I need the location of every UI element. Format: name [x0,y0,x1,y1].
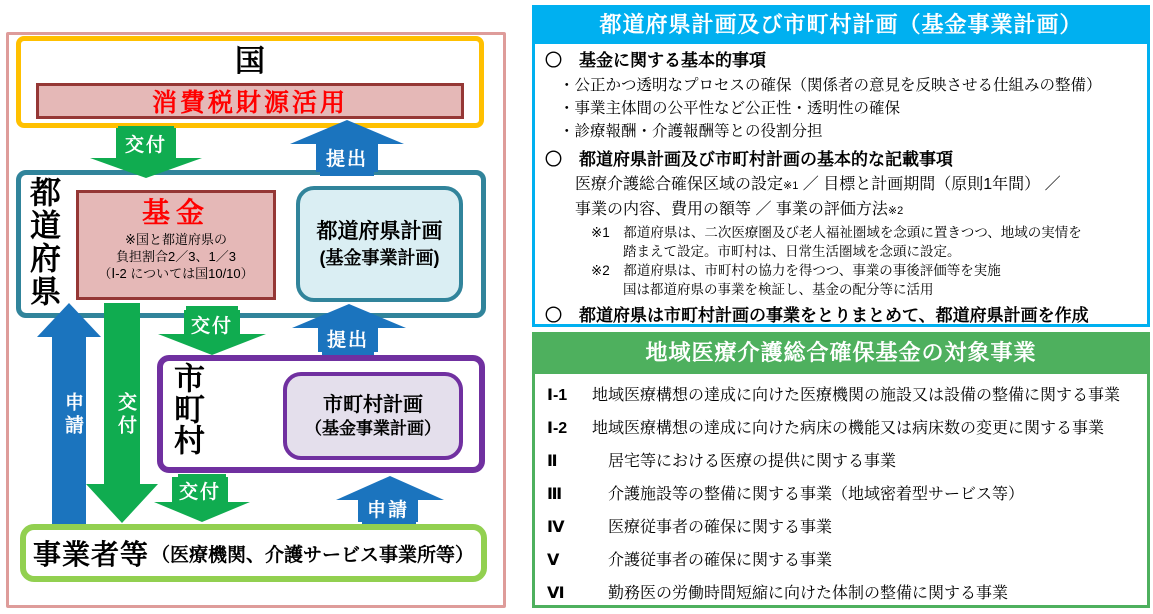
arrow-head-down-icon [154,502,250,522]
arrow-label: 交付 [115,392,136,438]
plans-section2-title: 〇 都道府県計画及び市町村計画の基本的な記載事項 [545,150,953,169]
municipality-label: 市町村 [169,362,204,455]
project-row [547,518,1137,538]
records-text: 事業の内容、費用の額等 ／ 事業の評価方法 [575,201,888,218]
projects-panel [532,332,1150,608]
project-number: Ⅳ [547,519,565,536]
plans-bullet: ・診療報酬・介護報酬等との役割分担 [559,123,823,140]
prefecture-plan-title: 都道府県計画 [316,220,443,243]
projects-panel-header: 地域医療介護総合確保基金の対象事業 [532,332,1150,371]
project-row [547,584,1137,604]
national-box [16,36,484,128]
project-row [547,386,1137,406]
municipality-plan-title: 市町村計画 [323,394,423,416]
project-row [547,419,1137,439]
providers-title: 事業者等 [32,539,149,570]
project-number: Ⅱ [547,453,558,470]
project-text: 居宅等における医療の提供に関する事業 [608,453,897,470]
plans-footnote1-line2: 踏まえて設定。市町村は、日常生活圏域を念頭に設定。 [623,244,961,259]
arrow-head-up-icon [37,303,101,337]
providers-box [20,524,487,582]
plans-panel-body [532,41,1150,327]
footnote-ref-2: ※2 [887,205,904,217]
municipality-plan-subtitle: （基金事業計画） [305,419,441,438]
records-text: 医療介護総合確保区域の設定 [575,176,784,193]
arrow-label: 提出 [318,324,378,352]
tax-source-box [36,83,464,119]
plans-bullet: ・事業主体間の公平性など公正性・透明性の確保 [559,100,901,117]
project-text: 勤務医の労働時間短縮に向けた体制の整備に関する事業 [608,585,1009,602]
records-text: ／ 目標と計画期間（原則1年間） ／ [798,176,1061,193]
arrow-label: 提出 [316,142,378,172]
arrow-label: 申請 [62,392,83,438]
national-title: 国 [235,45,265,78]
arrow-head-down-icon [90,158,202,178]
project-text: 地域医療構想の達成に向けた病床の機能又は病床数の変更に関する事業 [592,420,1105,437]
plans-records-line2 [545,198,1137,223]
prefecture-plan-subtitle: (基金事業計画) [319,248,440,268]
fund-note-line3: （Ⅰ-2 については国10/10） [98,266,254,281]
plans-records-line1 [545,173,1137,198]
plans-section1-title: 〇 基金に関する基本的事項 [545,51,766,70]
prefecture-plan-box [296,186,463,302]
footnote-ref-1: ※1 [783,180,799,192]
project-text: 介護従事者の確保に関する事業 [608,552,833,569]
plans-footnote2-line1: ※2 都道府県は、市町村の協力を得つつ、事業の事後評価等を実施 [591,263,1001,278]
arrow-label: 交付 [116,128,176,158]
tax-source-label: 消費税財源活用 [151,89,348,117]
fund-box [76,190,276,300]
fund-flow-diagram [0,0,515,614]
plans-footnote1-line1: ※1 都道府県は、二次医療圏及び老人福祉圏域を念頭に置きつつ、地域の実情を [591,225,1082,240]
project-number: Ⅰ-2 [547,420,568,437]
plans-footnote2-line2: 国は都道府県の事業を検証し、基金の配分等に活用 [623,282,934,297]
fund-note-line2: 負担割合2／3、1／3 [116,249,236,264]
arrow-head-up-icon [290,120,404,144]
project-row [547,485,1137,505]
project-number: Ⅲ [547,486,563,503]
project-number: Ⅵ [547,585,565,602]
arrow-label: 交付 [184,310,240,338]
fund-title: 基金 [141,197,210,228]
arrow-label: 申請 [358,495,418,522]
providers-subtitle: （医療機関、介護サービス事業所等） [151,544,475,566]
project-row [547,452,1137,472]
project-text: 医療従事者の確保に関する事業 [608,519,833,536]
project-number: Ⅴ [547,552,560,569]
project-text: 地域医療構想の達成に向けた医療機関の施設又は設備の整備に関する事業 [592,387,1121,404]
fund-note-line1: ※国と都道府県の [125,232,227,247]
plans-section3-title: 〇 都道府県は市町村計画の事業をとりまとめて、都道府県計画を作成 [545,306,1089,325]
project-text: 介護施設等の整備に関する事業（地域密着型サービス等） [608,486,1025,503]
project-row [547,551,1137,571]
plans-bullet: ・公正かつ透明なプロセスの確保（関係者の意見を反映させる仕組みの整備） [559,77,1102,94]
municipality-plan-box [283,372,463,460]
projects-panel-body [532,371,1150,608]
plans-panel-header: 都道府県計画及び市町村計画（基金事業計画） [532,5,1150,41]
project-number: Ⅰ-1 [547,387,568,404]
arrow-head-down-icon [86,484,158,523]
arrow-label: 交付 [172,477,228,504]
plans-panel [532,5,1150,327]
prefecture-label: 都道府県 [25,176,60,308]
